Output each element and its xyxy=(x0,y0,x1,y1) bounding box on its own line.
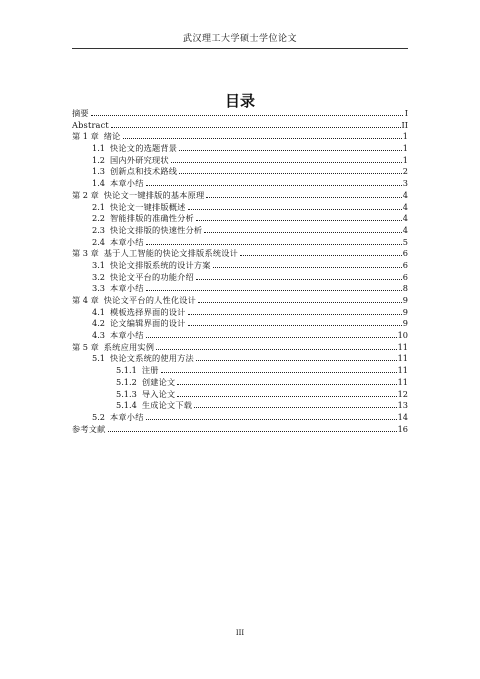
toc-dot-leader xyxy=(146,290,402,291)
toc-entry-number: 第 4 章 xyxy=(72,295,99,305)
toc-entry-label: 快论文排版的快速性分析 xyxy=(110,224,203,235)
toc-entry-number: 2.1 xyxy=(92,201,106,212)
toc-entry-page: 9 xyxy=(402,295,408,305)
toc-entry-page: I xyxy=(404,108,408,118)
toc-entry-number: 第 3 章 xyxy=(72,248,99,259)
toc-entry-number: 5.1.2 xyxy=(116,376,137,387)
toc-dot-leader xyxy=(171,162,402,163)
toc-entry[interactable] xyxy=(72,237,408,249)
toc-entry-label: 快论文平台的功能介绍 xyxy=(110,271,194,282)
toc-entry[interactable] xyxy=(72,342,408,354)
toc-entry[interactable] xyxy=(72,155,408,167)
toc-entry[interactable] xyxy=(72,353,408,365)
toc-entry[interactable] xyxy=(72,166,408,178)
toc-dot-leader xyxy=(177,384,396,385)
toc-entry[interactable] xyxy=(72,190,408,202)
table-of-contents xyxy=(72,108,408,435)
toc-entry-page: 9 xyxy=(402,318,408,329)
toc-entry-page: 4 xyxy=(402,189,408,200)
toc-entry-number: 1.1 xyxy=(92,143,106,154)
toc-dot-leader xyxy=(213,267,402,268)
toc-entry[interactable] xyxy=(72,377,408,389)
toc-entry-page: 11 xyxy=(397,353,408,364)
toc-dot-leader xyxy=(188,314,402,315)
toc-entry-page: 6 xyxy=(402,248,408,259)
toc-entry-page: 4 xyxy=(402,224,408,235)
page-footer xyxy=(0,628,480,638)
toc-dot-leader xyxy=(198,302,402,303)
toc-entry-label: 本章小结 xyxy=(110,330,144,341)
toc-entry-page: 1 xyxy=(402,143,408,154)
toc-dot-leader xyxy=(188,325,402,326)
toc-entry[interactable] xyxy=(72,248,408,260)
toc-entry-page: 5 xyxy=(402,236,408,247)
toc-entry-page: 10 xyxy=(397,330,408,341)
toc-entry-label: 快论文排版系统的设计方案 xyxy=(110,259,211,270)
toc-entry[interactable] xyxy=(72,260,408,272)
toc-entry-label: 本章小结 xyxy=(110,178,144,189)
toc-entry-label: 基于人工智能的快论文排版系统设计 xyxy=(103,248,238,259)
toc-dot-leader xyxy=(206,197,401,198)
toc-entry[interactable] xyxy=(72,120,408,132)
toc-entry[interactable] xyxy=(72,389,408,401)
toc-entry-label: 创建论文 xyxy=(141,376,176,387)
toc-entry[interactable] xyxy=(72,400,408,412)
toc-dot-leader xyxy=(240,255,402,256)
toc-entry-number: 2.4 xyxy=(92,236,106,247)
header-text: 武汉理工大学硕士学位论文 xyxy=(182,34,297,44)
toc-entry-page: 9 xyxy=(402,306,408,317)
toc-entry-page: 6 xyxy=(402,259,408,270)
toc-entry-number: 5.1.3 xyxy=(116,388,137,399)
toc-dot-leader xyxy=(146,185,402,186)
toc-dot-leader xyxy=(146,244,402,245)
footer-page-number: III xyxy=(235,629,245,637)
toc-entry[interactable] xyxy=(72,283,408,295)
toc-entry-label: 快论文一键排版概述 xyxy=(110,201,186,212)
toc-dot-leader xyxy=(204,232,401,233)
toc-dot-leader xyxy=(91,115,403,116)
toc-entry-page: 2 xyxy=(402,166,408,177)
toc-dot-leader xyxy=(196,220,402,221)
toc-entry-page: 4 xyxy=(402,201,408,212)
toc-entry-label: 论文编辑界面的设计 xyxy=(110,318,186,329)
toc-entry-number: 3.2 xyxy=(92,271,106,282)
toc-entry[interactable] xyxy=(72,330,408,342)
toc-entry-number: 第 5 章 xyxy=(72,341,99,352)
toc-entry-label: 快论文平台的人性化设计 xyxy=(103,295,197,305)
toc-entry-page: 14 xyxy=(397,411,408,422)
toc-dot-leader xyxy=(108,431,397,432)
toc-entry-number: 5.1 xyxy=(92,353,106,364)
toc-entry-page: 16 xyxy=(397,423,408,434)
toc-entry-label: 快论文系统的使用方法 xyxy=(110,353,194,364)
toc-entry[interactable] xyxy=(72,295,408,307)
toc-entry[interactable] xyxy=(72,272,408,284)
toc-dot-leader xyxy=(123,138,402,139)
toc-dot-leader xyxy=(146,419,397,420)
toc-entry[interactable] xyxy=(72,143,408,155)
toc-entry-page: 11 xyxy=(397,376,408,387)
toc-entry-number: 3.3 xyxy=(92,283,106,294)
toc-entry-page: 11 xyxy=(397,341,408,352)
toc-entry[interactable] xyxy=(72,307,408,319)
toc-entry-label: 本章小结 xyxy=(110,236,144,247)
toc-entry-page: 11 xyxy=(397,365,408,376)
toc-entry[interactable] xyxy=(72,424,408,436)
toc-entry-label: 导入论文 xyxy=(141,388,176,399)
toc-dot-leader xyxy=(179,173,402,174)
running-header xyxy=(72,30,408,49)
toc-entry-label: 本章小结 xyxy=(110,411,144,422)
toc-entry-number: 1.3 xyxy=(92,166,106,177)
toc-dot-leader xyxy=(111,127,401,128)
toc-entry-label: 参考文献 xyxy=(72,423,106,434)
toc-entry-page: 4 xyxy=(402,213,408,224)
toc-entry-number: 5.1.1 xyxy=(116,365,137,376)
toc-entry-number: 第 2 章 xyxy=(72,189,99,200)
toc-entry[interactable] xyxy=(72,178,408,190)
toc-dot-leader xyxy=(194,407,396,408)
toc-entry-page: 3 xyxy=(402,178,408,189)
toc-entry-number: 1.4 xyxy=(92,178,106,189)
toc-entry-number: 第 1 章 xyxy=(72,131,99,142)
toc-entry-number: 4.2 xyxy=(92,318,106,329)
toc-entry-page: 13 xyxy=(397,400,408,411)
toc-entry-number: 5.1.4 xyxy=(116,400,137,411)
toc-entry-label: 摘要 xyxy=(72,108,89,118)
toc-entry[interactable] xyxy=(72,365,408,377)
toc-entry[interactable] xyxy=(72,131,408,143)
toc-entry[interactable] xyxy=(72,202,408,214)
toc-entry-label: 生成论文下载 xyxy=(141,400,193,411)
toc-entry-label: 系统应用实例 xyxy=(103,341,155,352)
toc-dot-leader xyxy=(177,396,396,397)
toc-entry[interactable] xyxy=(72,108,408,120)
toc-entry-page: 8 xyxy=(402,283,408,294)
toc-entry-label: 快论文的选题背景 xyxy=(110,143,178,154)
toc-entry[interactable] xyxy=(72,318,408,330)
toc-entry-label: Abstract xyxy=(72,119,109,130)
toc-entry-label: 创新点和技术路线 xyxy=(110,166,178,177)
toc-entry-page: 1 xyxy=(402,154,408,165)
toc-entry[interactable] xyxy=(72,213,408,225)
toc-dot-leader xyxy=(179,150,402,151)
toc-entry-number: 2.3 xyxy=(92,224,106,235)
toc-entry[interactable] xyxy=(72,412,408,424)
toc-entry-number: 5.2 xyxy=(92,411,106,422)
toc-entry[interactable] xyxy=(72,225,408,237)
toc-dot-leader xyxy=(188,209,402,210)
page-title: 目录 xyxy=(224,92,255,110)
toc-dot-leader xyxy=(161,372,397,373)
toc-entry-label: 模板选择界面的设计 xyxy=(110,306,186,317)
toc-dot-leader xyxy=(156,349,396,350)
toc-entry-page: 6 xyxy=(402,271,408,282)
toc-entry-label: 智能排版的准确性分析 xyxy=(110,213,194,224)
toc-entry-label: 本章小结 xyxy=(110,283,144,294)
toc-entry-page: II xyxy=(401,119,408,130)
toc-entry-label: 国内外研究现状 xyxy=(110,154,169,165)
toc-dot-leader xyxy=(196,360,397,361)
toc-entry-number: 2.2 xyxy=(92,213,106,224)
toc-dot-leader xyxy=(146,337,397,338)
toc-entry-label: 快论文一键排版的基本原理 xyxy=(103,189,205,200)
toc-entry-number: 4.1 xyxy=(92,306,106,317)
toc-dot-leader xyxy=(196,279,402,280)
toc-entry-number: 1.2 xyxy=(92,154,106,165)
toc-entry-label: 绪论 xyxy=(103,131,121,142)
toc-entry-number: 4.3 xyxy=(92,330,106,341)
toc-entry-number: 3.1 xyxy=(92,259,106,270)
toc-entry-label: 注册 xyxy=(141,365,159,376)
toc-entry-page: 1 xyxy=(402,131,408,142)
toc-entry-page: 12 xyxy=(397,388,408,399)
